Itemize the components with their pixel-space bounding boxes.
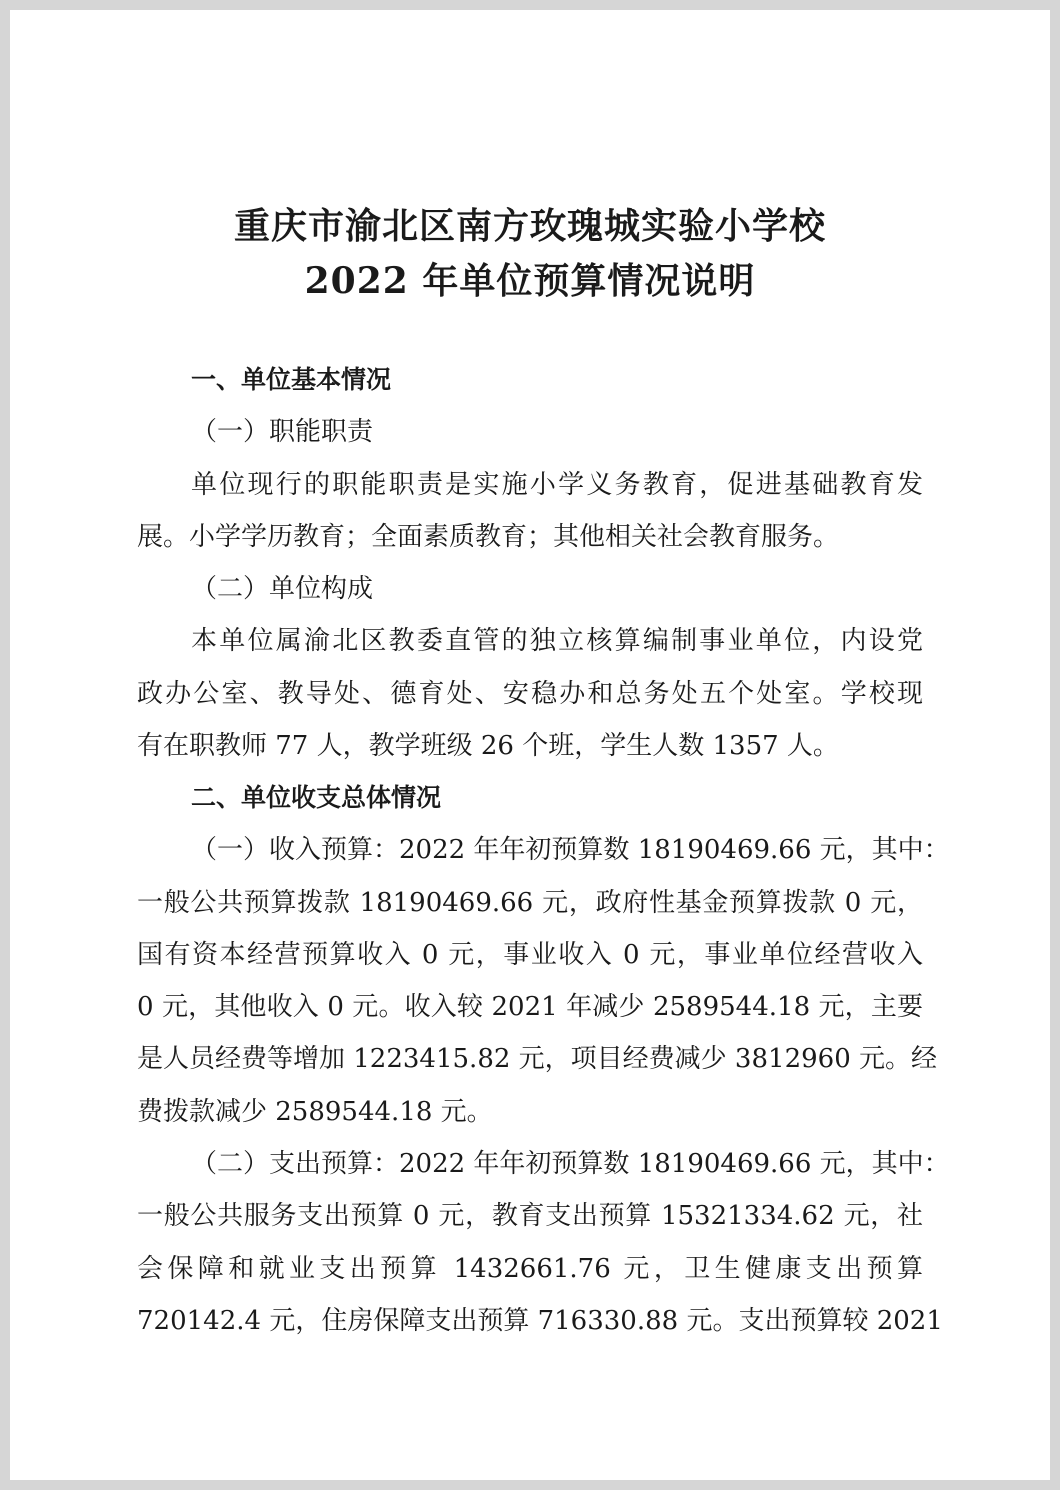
paragraph-line: 有在职教师 77 人，教学班级 26 个班，学生人数 1357 人。 [137, 731, 839, 761]
paragraph-line: 政办公室、教导处、德育处、安稳办和总务处五个处室。学校现 [137, 679, 923, 709]
document-title-line-1: 重庆市渝北区南方玫瑰城实验小学校 [233, 205, 826, 247]
paragraph-line: 本单位属渝北区教委直管的独立核算编制事业单位，内设党 [191, 626, 923, 656]
paragraph-line: 720142.4 元，住房保障支出预算 716330.88 元。支出预算较 2021 [137, 1306, 943, 1336]
subsection-duties-heading: （一）职能职责 [191, 417, 374, 447]
section-1-heading: 一、单位基本情况 [191, 365, 392, 394]
paragraph-line: 0 元，其他收入 0 元。收入较 2021 年减少 2589544.18 元，主要 [137, 992, 923, 1022]
paragraph-line: 是人员经费等增加 1223415.82 元，项目经费减少 3812960 元。经 [137, 1044, 937, 1074]
paragraph-line: 会保障和就业支出预算 1432661.76 元，卫生健康支出预算 [137, 1254, 923, 1284]
paragraph-line: 单位现行的职能职责是实施小学义务教育，促进基础教育发 [191, 470, 923, 500]
section-2-heading: 二、单位收支总体情况 [191, 783, 442, 812]
document-title-line-2: 2022 年单位预算情况说明 [304, 260, 756, 302]
subsection-composition-heading: （二）单位构成 [191, 574, 374, 604]
paragraph-line: （二）支出预算：2022 年年初预算数 18190469.66 元，其中： [191, 1149, 950, 1179]
paragraph-line: 一般公共预算拨款 18190469.66 元，政府性基金预算拨款 0 元， [137, 888, 923, 918]
paragraph-line: 一般公共服务支出预算 0 元，教育支出预算 15321334.62 元，社 [137, 1201, 923, 1231]
paragraph-line: （一）收入预算：2022 年年初预算数 18190469.66 元，其中： [191, 835, 950, 865]
paragraph-line: 国有资本经营预算收入 0 元，事业收入 0 元，事业单位经营收入 [137, 940, 923, 970]
paragraph-line: 展。小学学历教育；全面素质教育；其他相关社会教育服务。 [137, 522, 840, 552]
document-page [10, 10, 1050, 1480]
paragraph-line: 费拨款减少 2589544.18 元。 [137, 1097, 493, 1127]
